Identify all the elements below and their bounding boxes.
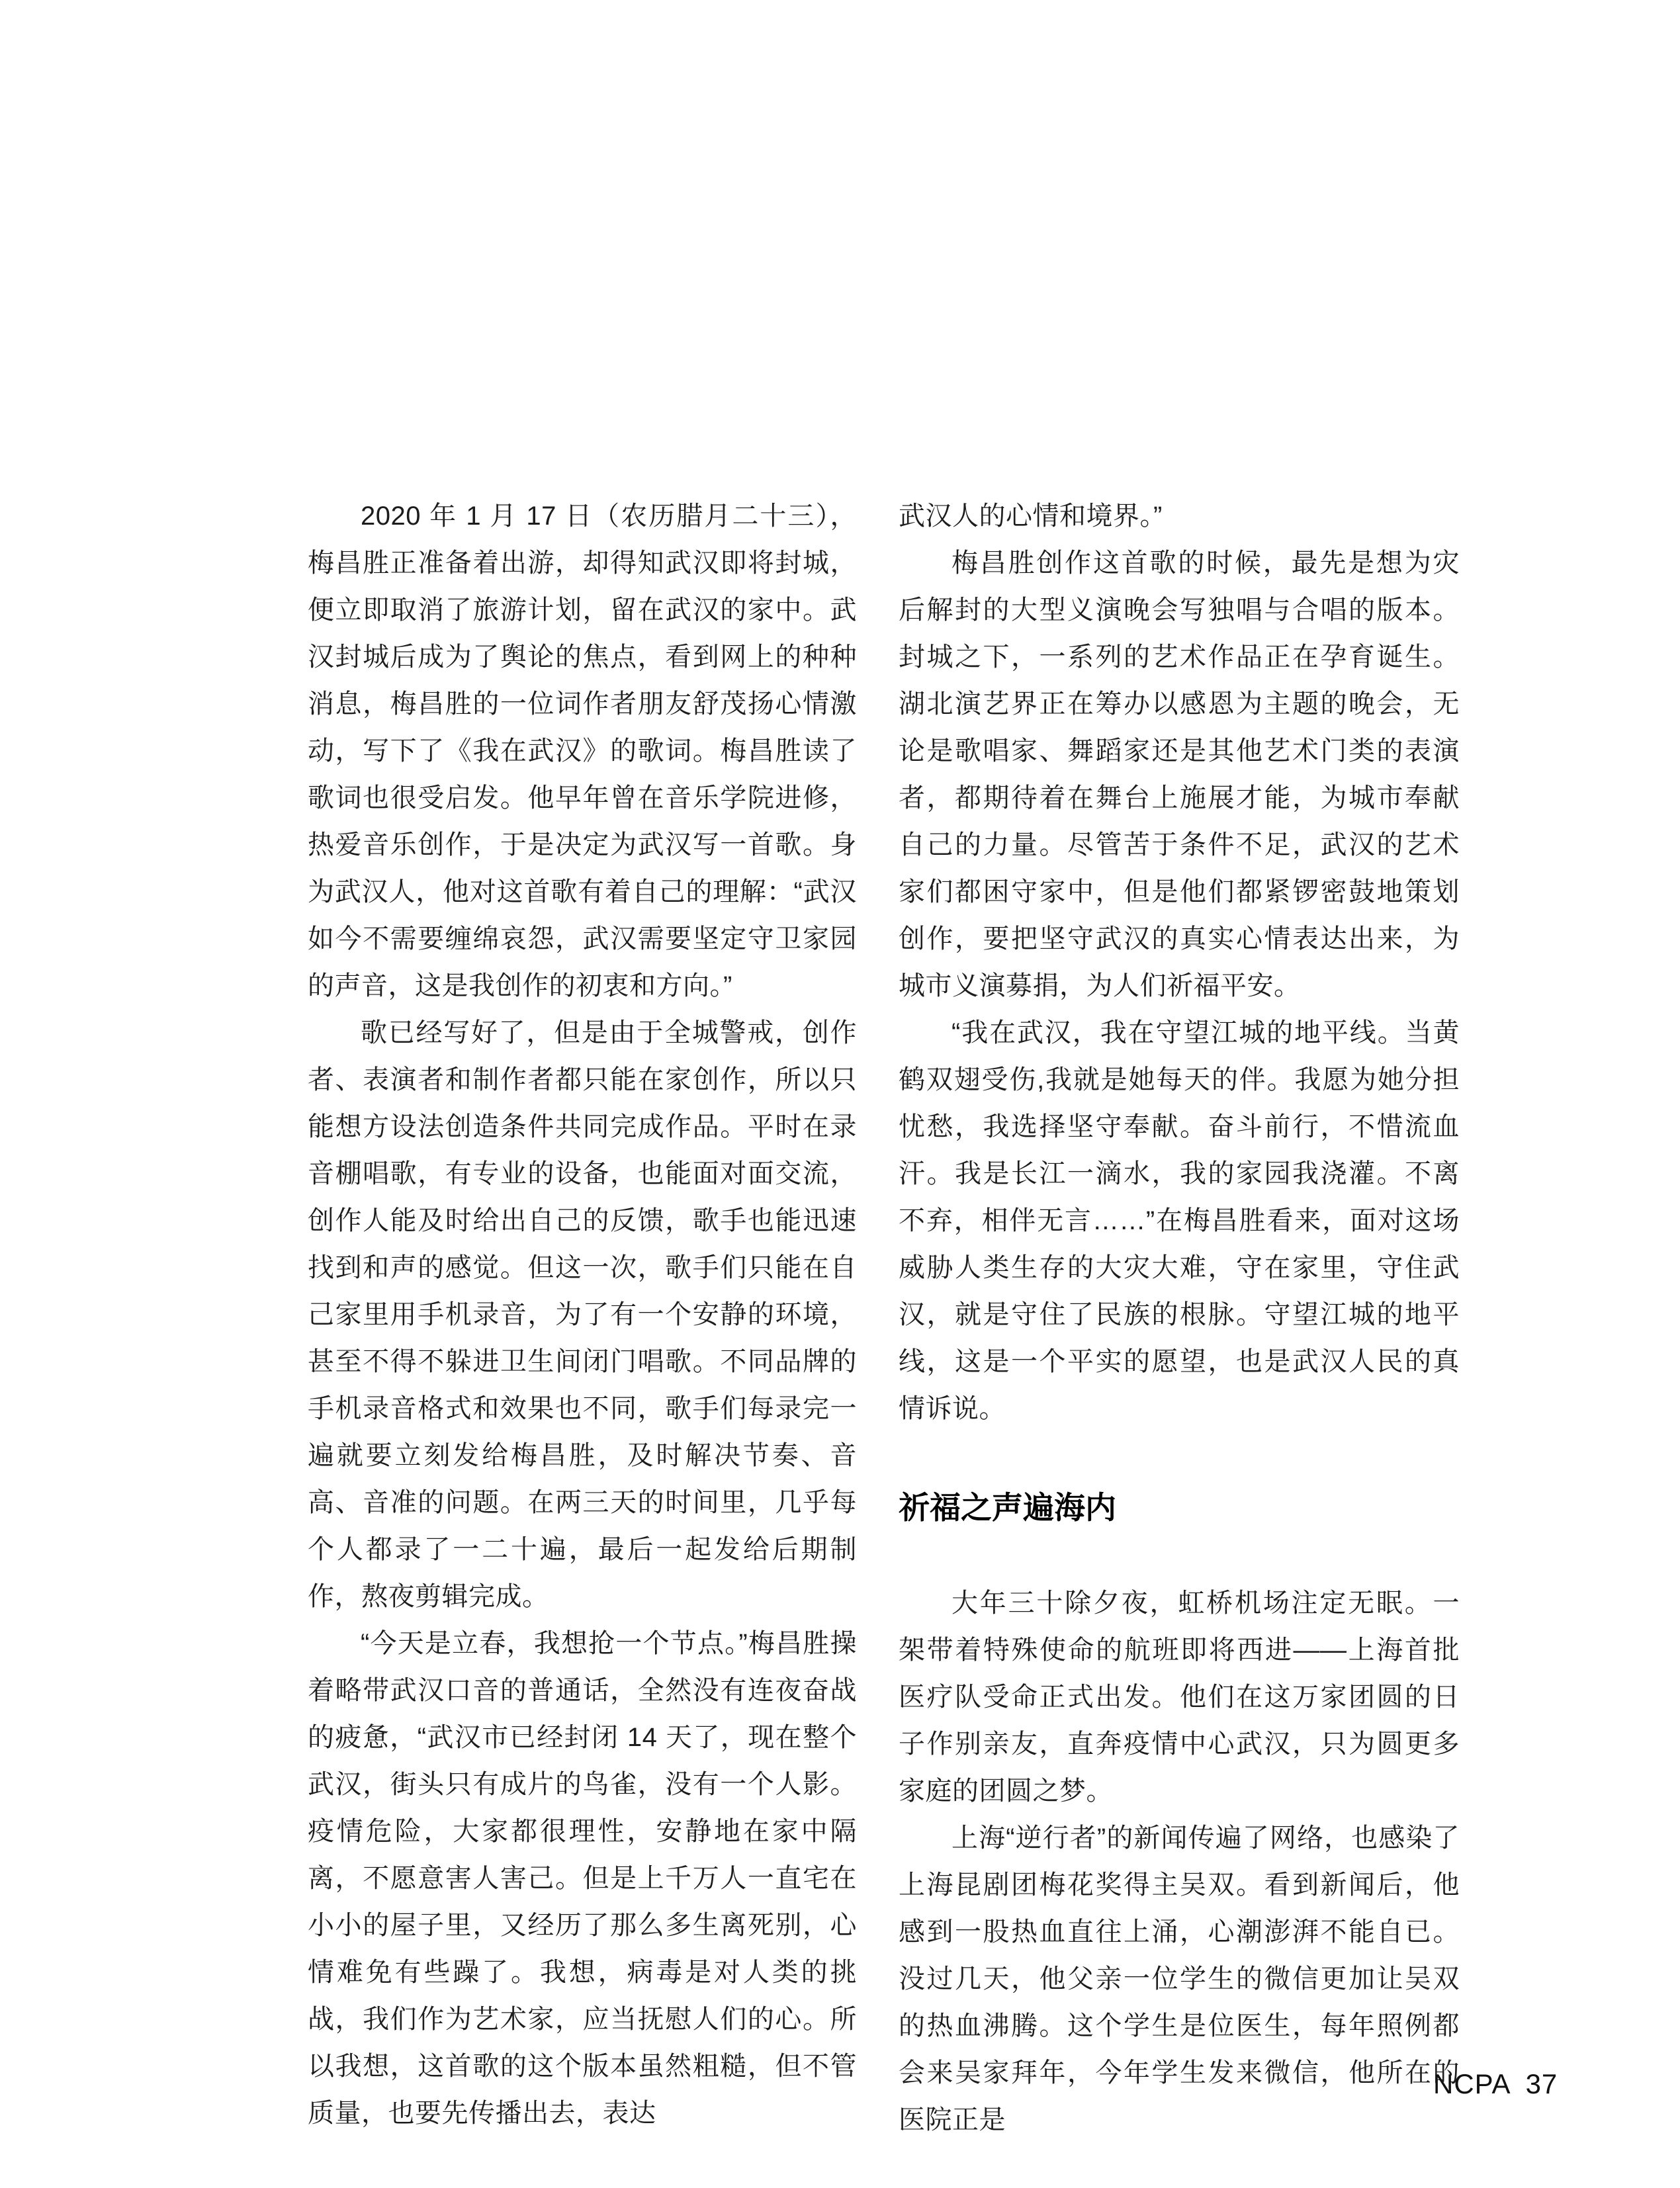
article-section-after-heading bbox=[899, 1580, 1460, 2144]
paragraph: 武汉人的心情和境界。” bbox=[899, 502, 1163, 531]
paragraph: “我在武汉，我在守望江城的地平线。当黄鹤双翅受伤,我就是她每天的伴。我愿为她分担忧愁，我选择坚守奉献。奋斗前行，不惜流血汗。我是长江一滴水，我的家园我浇灌。不离不弃，相伴无言……”在梅昌胜看来，面对这场威胁人类生存的大灾大难，守在家里，守住武汉，就是守住了民族的根脉。守望江城的地平线，这是一个平实的愿望，也是武汉人民的真情诉说。 bbox=[899, 1018, 1460, 1423]
article-column-left bbox=[308, 493, 857, 2137]
section-heading: 祈福之声遍海内 bbox=[899, 1490, 1116, 1525]
paragraph: 梅昌胜创作这首歌的时候，最先是想为灾后解封的大型义演晚会写独唱与合唱的版本。封城之下，一系列的艺术作品正在孕育诞生。湖北演艺界正在筹办以感恩为主题的晚会，无论是歌唱家、舞蹈家还是其他艺术门类的表演者，都期待着在舞台上施展才能，为城市奉献自己的力量。尽管苦于条件不足，武汉的艺术家们都困守家中，但是他们都紧锣密鼓地策划创作，要把坚守武汉的真实心情表达出来，为城市义演募捐，为人们祈福平安。 bbox=[899, 548, 1460, 1000]
footer-page-number: 37 bbox=[1525, 2068, 1558, 2099]
page-footer bbox=[1433, 2068, 1558, 2100]
paragraph: 上海“逆行者”的新闻传遍了网络，也感染了上海昆剧团梅花奖得主吴双。看到新闻后，他感到一股热血直往上涌，心潮澎湃不能自已。没过几天，他父亲一位学生的微信更加让吴双的热血沸腾。这个学生是位医生，每年照例都会来吴家拜年，今年学生发来微信，他所在的医院正是 bbox=[899, 1823, 1460, 2134]
paragraph: 2020 年 1 月 17 日（农历腊月二十三），梅昌胜正准备着出游，却得知武汉即将封城，便立即取消了旅游计划，留在武汉的家中。武汉封城后成为了舆论的焦点，看到网上的种种消息，梅昌胜的一位词作者朋友舒茂扬心情激动，写下了《我在武汉》的歌词。梅昌胜读了歌词也很受启发。他早年曾在音乐学院进修，热爱音乐创作，于是决定为武汉写一首歌。身为武汉人，他对这首歌有着自己的理解：“武汉如今不需要缠绵哀怨，武汉需要坚定守卫家园的声音，这是我创作的初衷和方向。” bbox=[308, 502, 857, 1000]
paragraph: 大年三十除夕夜，虹桥机场注定无眠。一架带着特殊使命的航班即将西进——上海首批医疗队受命正式出发。他们在这万家团圆的日子作别亲友，直奔疫情中心武汉，只为圆更多家庭的团圆之梦。 bbox=[899, 1589, 1460, 1806]
paragraph: “今天是立春，我想抢一个节点。”梅昌胜操着略带武汉口音的普通话，全然没有连夜奋战的疲惫，“武汉市已经封闭 14 天了，现在整个武汉，街头只有成片的鸟雀，没有一个人影。疫情危险，大家都很理性，安静地在家中隔离，不愿意害人害己。但是上千万人一直宅在小小的屋子里，又经历了那么多生离死别，心情难免有些躁了。我想，病毒是对人类的挑战，我们作为艺术家，应当抚慰人们的心。所以我想，这首歌的这个版本虽然粗糙，但不管质量，也要先传播出去，表达 bbox=[308, 1629, 857, 2128]
footer-journal-name: NCPA bbox=[1433, 2068, 1511, 2099]
paragraph: 歌已经写好了，但是由于全城警戒，创作者、表演者和制作者都只能在家创作，所以只能想方设法创造条件共同完成作品。平时在录音棚唱歌，有专业的设备，也能面对面交流，创作人能及时给出自己的反馈，歌手也能迅速找到和声的感觉。但这一次，歌手们只能在自己家里用手机录音，为了有一个安静的环境，甚至不得不躲进卫生间闭门唱歌。不同品牌的手机录音格式和效果也不同，歌手们每录完一遍就要立刻发给梅昌胜，及时解决节奏、音高、音准的问题。在两三天的时间里，几乎每个人都录了一二十遍，最后一起发给后期制作，熬夜剪辑完成。 bbox=[308, 1018, 857, 1611]
article-column-right bbox=[899, 493, 1460, 2144]
article-section-continuation bbox=[899, 493, 1460, 1432]
